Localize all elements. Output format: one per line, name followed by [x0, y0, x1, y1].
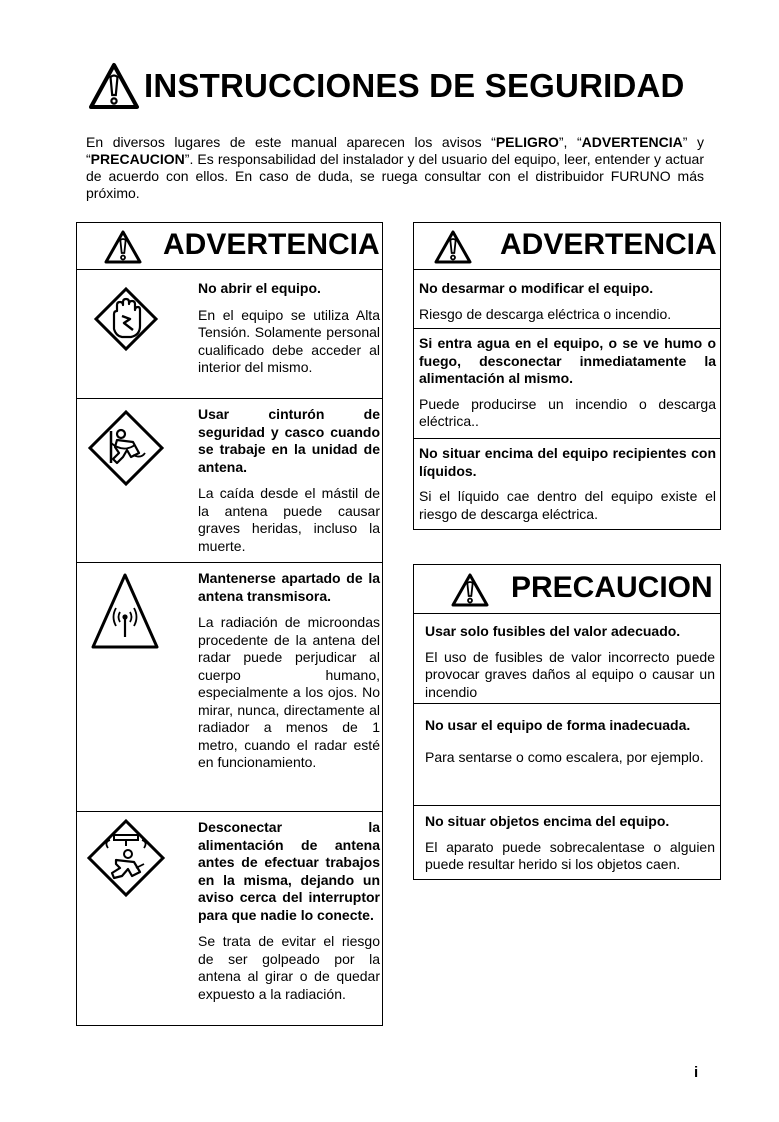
right-warning-item-2-text	[419, 335, 716, 431]
precaucion-term: PRECAUCION	[90, 151, 185, 167]
warning-triangle-icon	[450, 572, 490, 608]
right-warning-item-3	[414, 438, 720, 528]
right-warning-heading-text: ADVERTENCIA	[500, 228, 717, 261]
left-warning-item-4-text	[198, 819, 380, 1003]
antenna-rotation-hazard-icon	[86, 818, 166, 898]
right-caution-item-3-text	[425, 813, 715, 874]
item-heading: Mantenerse apartado de la antena transmisora.	[198, 570, 380, 604]
item-heading: Desconectar la alimentación de antena antes de efectuar trabajos en la misma, dejando un aviso cerca del interruptor para que nadie lo conecte.	[198, 819, 380, 923]
advertencia-term: ADVERTENCIA	[581, 134, 683, 150]
item-description: El aparato puede sobrecalentase o alguien puede resultar herido si los objetos caen.	[425, 838, 715, 872]
left-warning-heading-text: ADVERTENCIA	[163, 228, 380, 261]
item-description: Para sentarse o como escalera, por ejemplo.	[425, 749, 704, 765]
right-warning-item-2	[414, 328, 720, 438]
right-warning-heading	[414, 223, 720, 270]
safety-belt-worker-icon	[87, 409, 165, 487]
warning-triangle-icon	[103, 229, 143, 265]
item-description: Puede producirse un incendio o descarga eléctrica..	[419, 395, 716, 429]
item-heading: Usar cinturón de seguridad y casco cuando se trabaje en la unidad de antena.	[198, 406, 380, 475]
page-number: i	[694, 1064, 699, 1081]
item-description: Se trata de evitar el riesgo de ser golpeado por la antena al girar o de quedar expuesto a la radiación.	[198, 933, 380, 1002]
right-warning-item-1-text	[419, 280, 716, 323]
left-warning-box	[76, 222, 383, 1026]
item-heading: No desarmar o modificar el equipo.	[419, 280, 654, 296]
item-description: En el equipo se utiliza Alta Tensión. Solamente personal cualificado debe acceder al interior del mismo.	[198, 306, 380, 375]
item-description: La caída desde el mástil de la antena puede causar graves heridas, incluso la muerte.	[198, 485, 380, 554]
radiation-antenna-icon	[89, 571, 161, 651]
left-warning-item-4	[77, 811, 382, 1025]
left-warning-item-1	[77, 270, 382, 398]
item-heading: Si entra agua en el equipo, o se ve humo o fuego, desconectar inmediatamente la alimentación al mismo.	[419, 335, 716, 386]
right-caution-heading	[414, 565, 720, 614]
item-description: Riesgo de descarga eléctrica o incendio.	[419, 305, 672, 322]
item-description: El uso de fusibles de valor incorrecto puede provocar graves daños al equipo o causar un incendio	[425, 648, 715, 700]
right-caution-box	[413, 564, 721, 880]
warning-triangle-icon	[433, 229, 473, 265]
page-title	[88, 56, 708, 116]
item-description: La radiación de microondas procedente de la antena del radar puede perjudicar al cuerpo humano, especialmente a los ojos. No mirar, nunca, directamente al radiador a menos de 1 metro, cuando el radar esté en funcionamiento.	[198, 614, 380, 770]
item-heading: Usar solo fusibles del valor adecuado.	[425, 623, 681, 639]
peligro-term: PELIGRO	[495, 134, 559, 150]
left-warning-item-2-text	[198, 406, 380, 555]
left-warning-item-3	[77, 562, 382, 811]
right-caution-item-2-text	[425, 712, 715, 767]
right-caution-item-2	[414, 703, 720, 805]
page-title-text: INSTRUCCIONES DE SEGURIDAD	[144, 67, 685, 104]
right-warning-item-3-text	[419, 445, 716, 523]
warning-triangle-icon	[88, 62, 140, 110]
item-heading: No situar objetos encima del equipo.	[425, 813, 670, 829]
left-warning-item-3-text	[198, 570, 380, 772]
item-heading: No usar el equipo de forma inadecuada.	[425, 717, 691, 733]
left-warning-item-2	[77, 398, 382, 562]
item-heading: No abrir el equipo.	[198, 280, 321, 296]
right-caution-heading-text: PRECAUCION	[511, 571, 713, 604]
right-caution-item-3	[414, 805, 720, 879]
right-caution-item-1	[414, 614, 720, 703]
right-caution-item-1-text	[425, 623, 715, 701]
right-warning-box	[413, 222, 721, 530]
high-voltage-hand-icon	[93, 286, 159, 352]
item-heading: No situar encima del equipo recipientes con líquidos.	[419, 445, 716, 479]
intro-paragraph: En diversos lugares de este manual aparecen los avisos “PELIGRO”, “ADVERTENCIA” y “PRECAUCION”. Es responsabilidad del instalador y del usuario del equipo, leer, entender y actuar de acuerdo con ellos. En caso de duda, se ruega consultar con el distribuidor FURUNO más próximo.	[86, 134, 704, 201]
left-warning-heading	[77, 223, 382, 270]
item-description: Si el líquido cae dentro del equipo existe el riesgo de descarga eléctrica.	[419, 488, 716, 522]
right-warning-item-1	[414, 270, 720, 328]
left-warning-item-1-text	[198, 280, 380, 377]
